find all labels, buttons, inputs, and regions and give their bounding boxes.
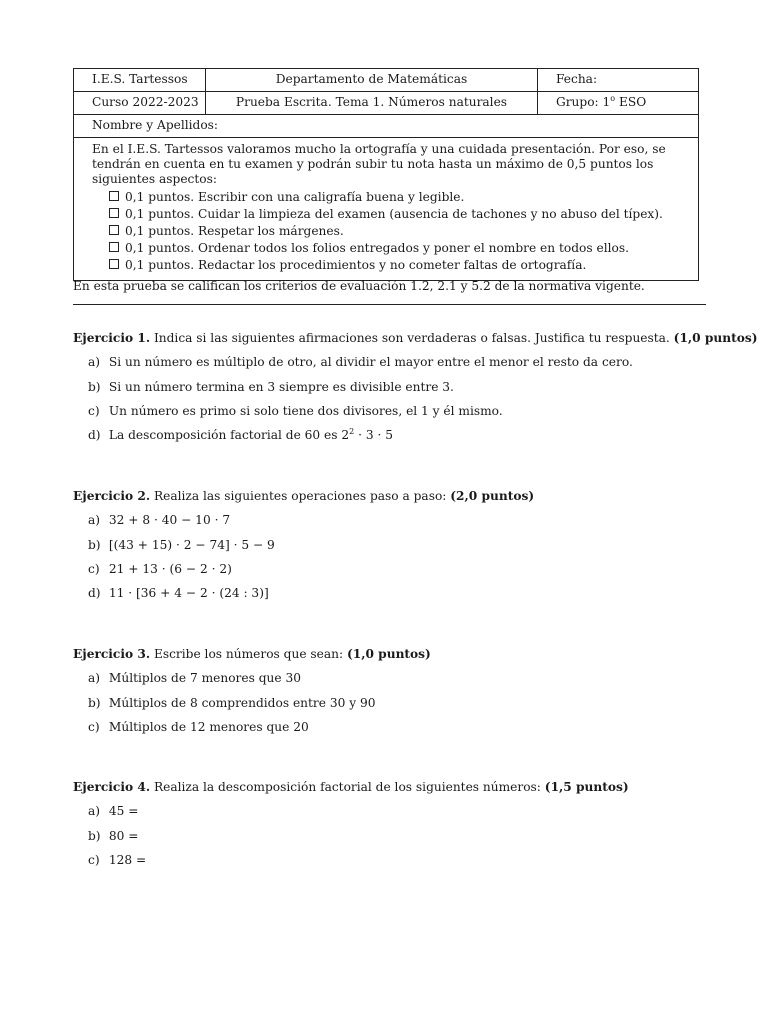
checkbox-icon (109, 208, 119, 218)
group-label: Grupo: 1 (556, 95, 611, 110)
item-exponent: 2 (349, 427, 355, 437)
checklist-item-text: 0,1 puntos. Redactar los procedimientos y no cometer faltas de ortografía. (125, 258, 587, 272)
checklist-item (92, 189, 698, 206)
exercise-item (73, 399, 758, 423)
checklist-item (92, 223, 698, 240)
exercise-heading (73, 780, 629, 795)
item-label: c) (88, 562, 100, 577)
exercise-item (73, 533, 534, 557)
exercise-item (73, 423, 758, 447)
horizontal-divider (73, 304, 706, 305)
group-level: ESO (615, 95, 647, 110)
exercise-statement: Escribe los números que sean: (150, 647, 347, 661)
exam-header-table (73, 68, 699, 281)
checklist-item-text: 0,1 puntos. Cuidar la limpieza del examen (ausencia de tachones y no abuso del típex). (125, 207, 663, 221)
exercise-1 (73, 331, 758, 448)
exercise-items (73, 350, 758, 448)
checkbox-icon (109, 191, 119, 201)
course-year: Curso 2022-2023 (74, 92, 206, 115)
group-field (538, 92, 699, 115)
checkbox-icon (109, 225, 119, 235)
item-text: Si un número termina en 3 siempre es divisible entre 3. (108, 379, 454, 394)
checklist-item-text: 0,1 puntos. Respetar los márgenes. (125, 224, 344, 238)
item-label: b) (88, 695, 101, 710)
item-label: d) (88, 586, 101, 601)
exercise-points: (1,0 puntos) (673, 331, 758, 345)
exercise-item (73, 715, 431, 739)
exercise-item (73, 350, 758, 374)
exercise-title: Ejercicio 4. (73, 780, 151, 794)
exercise-item (73, 375, 758, 399)
item-label: a) (88, 804, 101, 819)
item-text: 32 + 8 · 40 − 10 · 7 (108, 513, 231, 528)
checklist-item-text: 0,1 puntos. Escribir con una caligrafía buena y legible. (125, 190, 465, 204)
item-text: 80 = (108, 828, 139, 843)
exercise-heading (73, 331, 758, 346)
checklist-item (92, 206, 698, 223)
exercise-item (73, 508, 534, 532)
exercise-points: (1,0 puntos) (346, 647, 431, 661)
exercise-item (73, 799, 629, 823)
item-text: 21 + 13 · (6 − 2 · 2) (108, 562, 232, 577)
exercise-title: Ejercicio 3. (73, 647, 151, 661)
item-label: b) (88, 828, 101, 843)
exercise-heading (73, 647, 431, 662)
item-label: a) (88, 513, 101, 528)
item-text: Múltiplos de 12 menores que 20 (108, 720, 309, 735)
header-row-3 (74, 115, 699, 138)
item-text: La descomposición factorial de 60 es 2 (108, 428, 350, 443)
item-label: d) (88, 428, 101, 443)
item-text: Múltiplos de 8 comprendidos entre 30 y 90 (108, 695, 376, 710)
date-field: Fecha: (538, 69, 699, 92)
exercise-items (73, 799, 629, 872)
exercise-2 (73, 489, 534, 606)
exercise-item (73, 581, 534, 605)
checklist-item-text: 0,1 puntos. Ordenar todos los folios entregados y poner el nombre en todos ellos. (125, 241, 629, 255)
item-label: a) (88, 355, 101, 370)
exercise-title: Ejercicio 2. (73, 489, 151, 503)
item-text: Múltiplos de 7 menores que 30 (108, 671, 301, 686)
item-label: b) (88, 537, 101, 552)
item-text-after: · 3 · 5 (354, 428, 393, 443)
item-label: a) (88, 671, 101, 686)
evaluation-criteria: En esta prueba se califican los criterios de evaluación 1.2, 2.1 y 5.2 de la normativa vigente. (73, 279, 645, 293)
item-text: 45 = (108, 804, 139, 819)
group-ordinal: o (610, 94, 616, 104)
department-name: Departamento de Matemáticas (206, 69, 538, 92)
item-text: Un número es primo si solo tiene dos divisores, el 1 y él mismo. (108, 404, 503, 419)
checkbox-icon (109, 242, 119, 252)
item-label: c) (88, 853, 100, 868)
exercise-statement: Realiza las siguientes operaciones paso a paso: (150, 489, 451, 503)
presentation-checklist (92, 189, 698, 274)
notice-text: En el I.E.S. Tartessos valoramos mucho la ortografía y una cuidada presentación. Por eso, se tendrán en cuenta en tu examen y podrán subir tu nota hasta un máximo de 0,5 puntos los siguientes aspectos: (92, 142, 666, 186)
exercise-3 (73, 647, 431, 739)
item-label: c) (88, 404, 100, 419)
exercise-points: (2,0 puntos) (450, 489, 535, 503)
name-field: Nombre y Apellidos: (74, 115, 699, 138)
header-row-4 (74, 138, 699, 281)
test-title: Prueba Escrita. Tema 1. Números naturales (206, 92, 538, 115)
checklist-item (92, 257, 698, 274)
exercise-item (73, 666, 431, 690)
exercise-title: Ejercicio 1. (73, 331, 151, 345)
header-row-1 (74, 69, 699, 92)
school-name: I.E.S. Tartessos (74, 69, 206, 92)
exercise-items (73, 508, 534, 606)
item-label: b) (88, 379, 101, 394)
item-text: 11 · [36 + 4 − 2 · (24 : 3)] (108, 586, 269, 601)
checkbox-icon (109, 259, 119, 269)
exercise-item (73, 824, 629, 848)
exercise-statement: Realiza la descomposición factorial de los siguientes números: (150, 780, 545, 794)
item-label: c) (88, 720, 100, 735)
item-text: Si un número es múltiplo de otro, al dividir el mayor entre el menor el resto da cero. (108, 355, 633, 370)
exercise-statement: Indica si las siguientes afirmaciones son verdaderas o falsas. Justifica tu respuesta. (150, 331, 674, 345)
item-text: [(43 + 15) · 2 − 74] · 5 − 9 (108, 537, 275, 552)
presentation-notice (74, 138, 699, 281)
item-text: 128 = (108, 853, 147, 868)
header-row-2 (74, 92, 699, 115)
exercise-item (73, 691, 431, 715)
exercise-items (73, 666, 431, 739)
checklist-item (92, 240, 698, 257)
exercise-heading (73, 489, 534, 504)
exercise-item (73, 848, 629, 872)
exercise-item (73, 557, 534, 581)
exercise-points: (1,5 puntos) (544, 780, 629, 794)
exercise-4 (73, 780, 629, 872)
